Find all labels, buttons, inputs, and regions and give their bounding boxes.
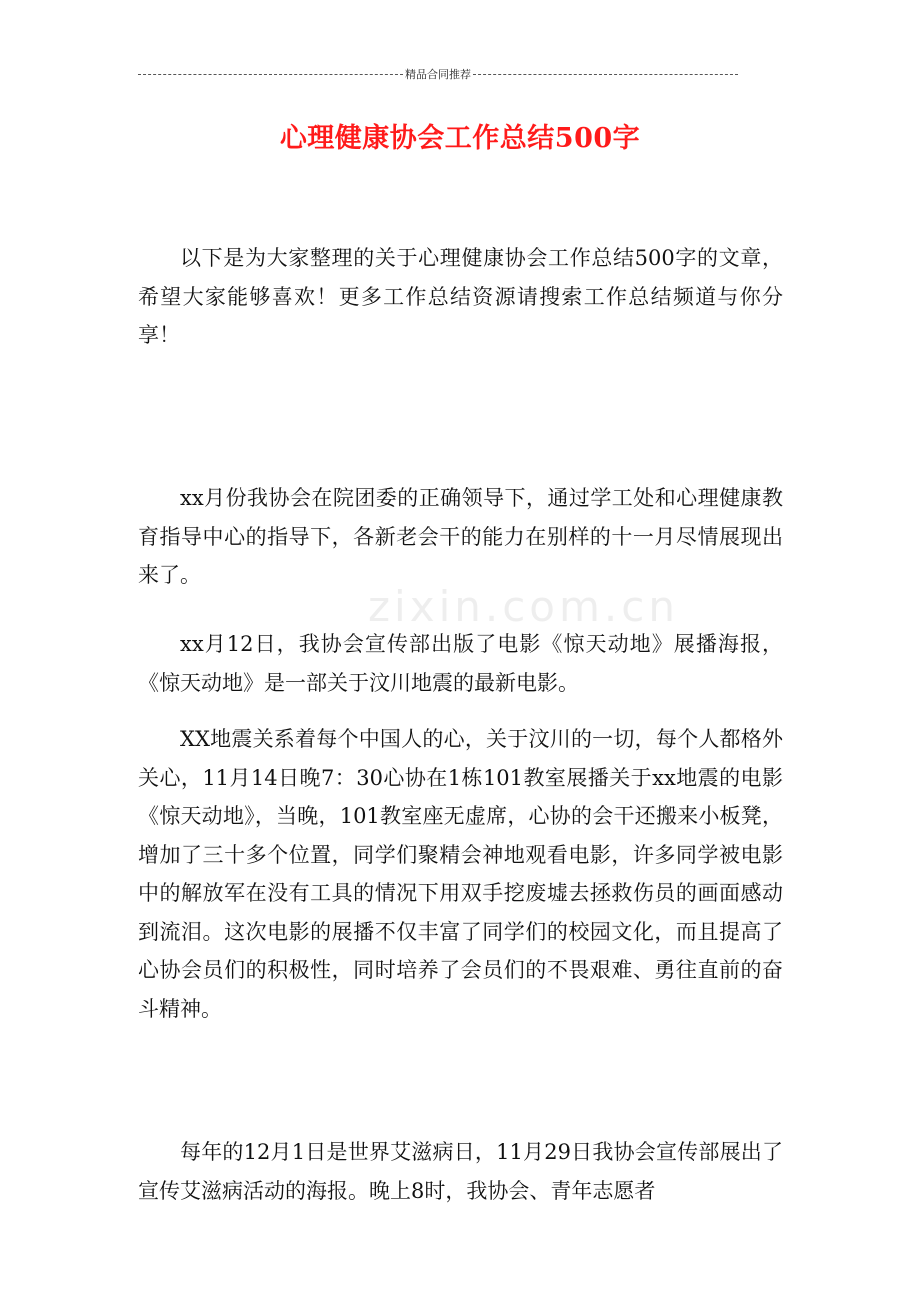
paragraph-intro: 以下是为大家整理的关于心理健康协会工作总结500字的文章，希望大家能够喜欢！更多工作总结资源请搜索工作总结频道与你分享！ [138, 246, 783, 347]
watermark: zixin.com.cn [368, 582, 679, 631]
header-dash-left [138, 74, 403, 75]
paragraph-4: 每年的12月1日是世界艾滋病日，11月29日我协会宣传部展出了宣传艾滋病活动的海报。晚上8时，我协会、青年志愿者 [138, 1140, 783, 1203]
document-title: 心理健康协会工作总结500字 [279, 123, 641, 154]
header-label: 精品合同推荐 [405, 68, 471, 81]
header-dash-right [473, 74, 738, 75]
paragraph-3: XX地震关系着每个中国人的心，关于汶川的一切，每个人都格外关心，11月14日晚7：30心协在1栋101教室展播关于xx地震的电影《惊天动地》，当晚，101教室座无虚席，心协的会干还搬来小板凳，增加了三十多个位置，同学们聚精会神地观看电影，许多同学被电影中的解放军在没有工具的情况下用双手挖废墟去拯救伤员的画面感动到流泪。这次电影的展播不仅丰富了同学们的校园文化，而且提高了心协会员们的积极性，同时培养了会员们的不畏艰难、勇往直前的奋斗精神。 [138, 727, 783, 1021]
page-header-rule [138, 66, 738, 82]
paragraph-2: xx月12日，我协会宣传部出版了电影《惊天动地》展播海报，《惊天动地》是一部关于汶川地震的最新电影。 [138, 632, 783, 695]
paragraph-1: xx月份我协会在院团委的正确领导下，通过学工处和心理健康教育指导中心的指导下，各新老会干的能力在别样的十一月尽情展现出来了。 [138, 486, 783, 587]
